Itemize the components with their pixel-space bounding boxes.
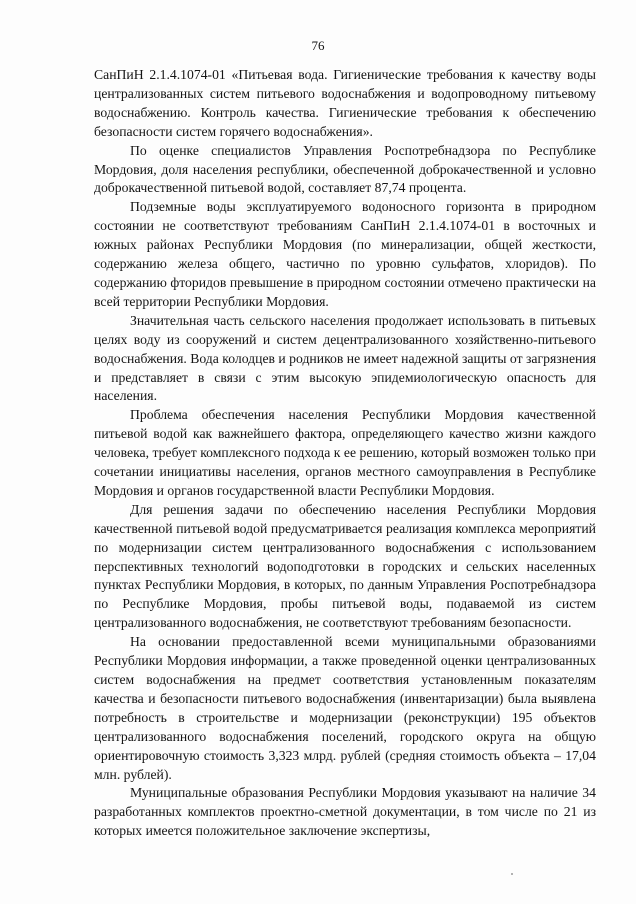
scan-speck — [511, 873, 513, 875]
paragraph-groundwater: Подземные воды эксплуатируемого водоносного горизонта в природном состоянии не соответствуют требованиям СанПиН 2.1.4.1074-01 в восточных и южных районах Республики Мордовия (по минерализации, общей жесткости, содержанию железа общего, частично по уровню сульфатов, хлоридов). По содержанию фторидов превышение в природном состоянии отмечено практически на всей территории Республики Мордовия. — [94, 199, 596, 309]
paragraph-measures: Для решения задачи по обеспечению населения Республики Мордовия качественной питьевой водой предусматривается реализация комплекса мероприятий по модернизации систем централизованного водоснабжения с использованием перспективных технологий водоподготовки в городских и сельских населенных пунктах Республики Мордовия, в которых, по данным Управления Роспотребнадзора по Республике Мордовия, пробы питьевой воды, подаваемой из систем централизованного водоснабжения, не соответствуют требованиям безопасности. — [94, 501, 596, 631]
paragraph-sanpin-title: СанПиН 2.1.4.1074-01 «Питьевая вода. Гигиенические требования к качеству воды централизованных систем питьевого водоснабжения и водопроводному питьевому водоснабжению. Контроль качества. Гигиенические требования к обеспечению безопасности систем горячего водоснабжения». — [94, 67, 596, 139]
paragraph-inventory: На основании предоставленной всеми муниципальными образованиями Республики Мордовия информации, а также проведенной оценки централизованных систем водоснабжения на предмет соответствия установленным показателям качества и безопасности питьевого водоснабжения (инвентаризации) была выявлена потребность в строительстве и модернизации (реконструкции) 195 объектов централизованного водоснабжения поселений, городского округа на общую ориентировочную стоимость 3,323 млрд. рублей (средняя стоимость объекта – 17,04 млн. рублей). — [94, 634, 596, 782]
paragraph-municipal-docs: Муниципальные образования Республики Мордовия указывают на наличие 34 разработанных комплектов проектно-сметной документации, в том числе по 21 из которых имеется положительное заключение экспертизы, — [94, 785, 596, 839]
body-text — [94, 66, 596, 841]
paragraph-water-quality-share: По оценке специалистов Управления Роспотребнадзора по Республике Мордовия, доля населения республики, обеспеченной доброкачественной и условно доброкачественной питьевой водой, составляет 87,74 процента. — [94, 142, 596, 196]
paragraph-rural-population: Значительная часть сельского населения продолжает использовать в питьевых целях воду из сооружений и систем децентрализованного хозяйственно-питьевого водоснабжения. Вода колодцев и родников не имеет надежной защиты от загрязнения и представляет в связи с этим высокую эпидемиологическую опасность для населения. — [94, 312, 596, 404]
paragraph-problem: Проблема обеспечения населения Республики Мордовия качественной питьевой водой как важнейшего фактора, определяющего качество жизни каждого человека, требует комплексного подхода к ее решению, который возможен только при сочетании инициативы населения, органов местного самоуправления в Республике Мордовия и органов государственной власти Республики Мордовия. — [94, 407, 596, 498]
page-number: 76 — [311, 38, 325, 53]
